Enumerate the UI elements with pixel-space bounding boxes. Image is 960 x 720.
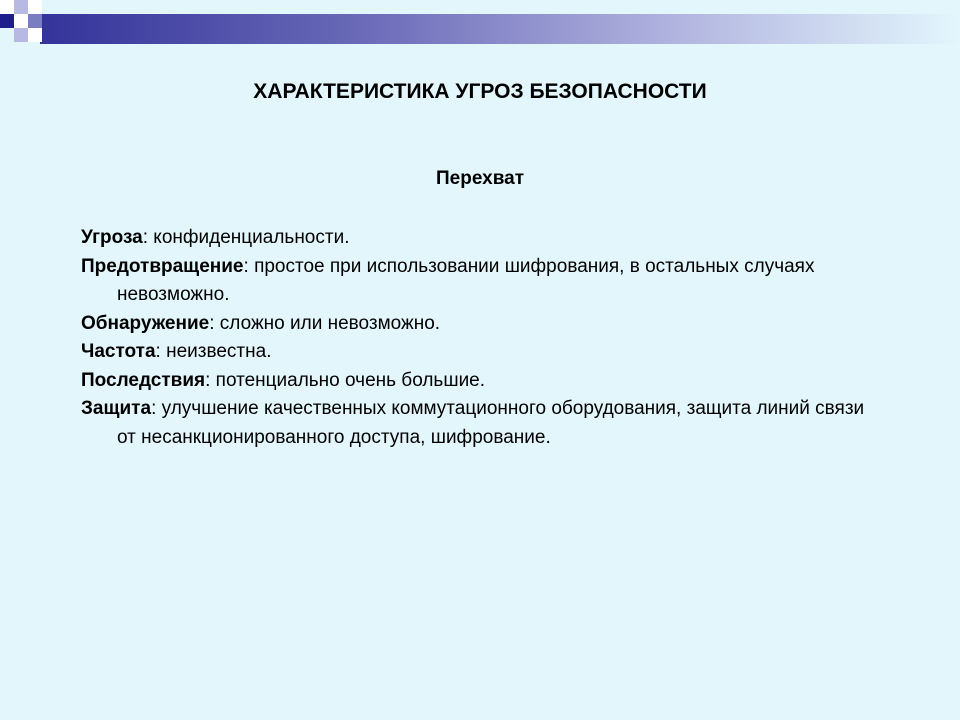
decor-square-c (28, 0, 42, 14)
decor-square-a (0, 0, 14, 14)
decor-square-d (0, 14, 14, 28)
decor-square-g (14, 28, 28, 42)
decor-square-f (28, 14, 42, 28)
entry-detection (81, 310, 881, 339)
entry-label: Защита (81, 398, 152, 419)
entry-text: : сложно или невозможно. (209, 312, 441, 334)
entry-frequency (81, 338, 881, 367)
entry-threat (81, 224, 881, 253)
entry-text: : потенциально очень большие. (205, 369, 486, 391)
entry-text: : улучшение качественных коммутационного оборудования, защита линий связи от несанкционированного доступа, шифрование. (117, 398, 865, 448)
entry-protection (81, 395, 881, 452)
entry-prevention (81, 253, 881, 310)
entry-label: Угроза (81, 227, 143, 248)
slide-title: ХАРАКТЕРИСТИКА УГРОЗ БЕЗОПАСНОСТИ (253, 80, 707, 103)
decor-square-b (14, 0, 28, 14)
entry-label: Обнаружение (81, 312, 210, 334)
decor-square-e (14, 14, 28, 28)
slide-subtitle: Перехват (435, 168, 524, 189)
entry-label: Частота (81, 341, 156, 362)
entry-label: Последствия (81, 369, 206, 391)
decor-top-band (40, 14, 960, 44)
entry-text: : конфиденциальности. (142, 227, 350, 248)
entry-text: : простое при использовании шифрования, в остальных случаях невозможно. (117, 255, 815, 305)
threat-characteristics-list (81, 224, 881, 452)
decor-square-h (28, 28, 42, 42)
entry-consequences (81, 367, 881, 396)
entry-text: : неизвестна. (155, 341, 272, 362)
entry-label: Предотвращение (81, 255, 244, 277)
